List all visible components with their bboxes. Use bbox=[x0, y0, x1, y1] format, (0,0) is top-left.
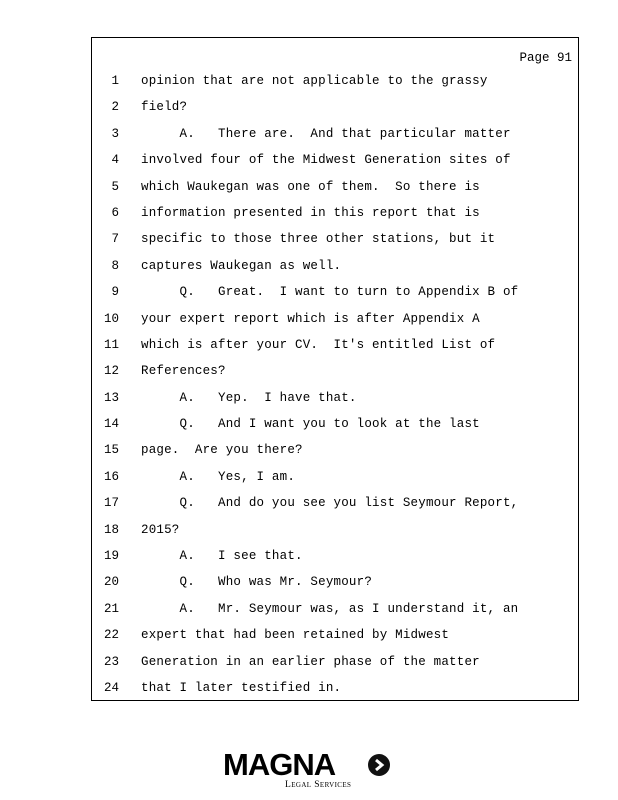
line-text: A. Yes, I am. bbox=[141, 469, 296, 484]
line-text: that I later testified in. bbox=[141, 680, 342, 695]
transcript-line bbox=[92, 284, 578, 310]
transcript-line bbox=[92, 99, 578, 125]
line-text: A. Mr. Seymour was, as I understand it, an bbox=[141, 601, 519, 616]
line-number: 13 bbox=[103, 390, 119, 405]
line-text: opinion that are not applicable to the grassy bbox=[141, 74, 488, 88]
line-number: 17 bbox=[103, 496, 119, 511]
line-number: 12 bbox=[103, 364, 119, 379]
transcript-line bbox=[92, 574, 578, 600]
line-number: 5 bbox=[111, 179, 119, 194]
line-text: Generation in an earlier phase of the matter bbox=[141, 654, 480, 669]
line-number: 7 bbox=[111, 232, 119, 247]
transcript-line bbox=[92, 363, 578, 389]
line-number: 22 bbox=[103, 628, 119, 643]
transcript-line bbox=[92, 495, 578, 521]
transcript-line bbox=[92, 680, 578, 706]
line-number: 20 bbox=[103, 575, 119, 590]
line-number: 23 bbox=[103, 654, 119, 669]
logo-subtitle: Legal Services bbox=[285, 780, 352, 790]
transcript-line bbox=[92, 205, 578, 231]
line-number: 6 bbox=[111, 205, 119, 220]
line-number: 14 bbox=[103, 417, 119, 432]
line-number: 2 bbox=[111, 100, 119, 115]
transcript-line bbox=[92, 126, 578, 152]
transcript-line bbox=[92, 601, 578, 627]
transcript-line bbox=[92, 231, 578, 257]
transcript-line bbox=[92, 627, 578, 653]
line-number: 1 bbox=[111, 74, 119, 88]
line-number: 10 bbox=[103, 311, 119, 326]
line-number: 24 bbox=[103, 680, 119, 695]
line-text: Q. And I want you to look at the last bbox=[141, 417, 480, 432]
line-number: 9 bbox=[111, 285, 119, 300]
line-text: expert that had been retained by Midwest bbox=[141, 628, 450, 643]
line-text: A. There are. And that particular matter bbox=[141, 126, 511, 141]
line-number: 8 bbox=[111, 258, 119, 273]
line-text: specific to those three other stations, but it bbox=[141, 232, 496, 247]
line-text: page. Are you there? bbox=[141, 443, 303, 458]
line-number: 4 bbox=[111, 153, 119, 168]
line-text: A. I see that. bbox=[141, 549, 303, 564]
chevron-right-circle-icon bbox=[368, 754, 390, 776]
logo-wordmark: MAGNA bbox=[223, 747, 336, 782]
transcript-line bbox=[92, 179, 578, 205]
line-text: which Waukegan was one of them. So there is bbox=[141, 179, 480, 194]
transcript-line bbox=[92, 337, 578, 363]
magna-logo bbox=[223, 748, 395, 792]
line-number: 19 bbox=[103, 549, 119, 564]
line-text: captures Waukegan as well. bbox=[141, 258, 342, 273]
transcript-line bbox=[92, 548, 578, 574]
page-number: Page 91 bbox=[519, 51, 572, 65]
transcript-line bbox=[92, 152, 578, 178]
transcript-lines bbox=[92, 73, 578, 706]
line-text: 2015? bbox=[141, 522, 180, 537]
transcript-line bbox=[92, 469, 578, 495]
transcript-line bbox=[92, 416, 578, 442]
line-text: References? bbox=[141, 364, 226, 379]
line-text: Q. Who was Mr. Seymour? bbox=[141, 575, 373, 590]
transcript-line bbox=[92, 258, 578, 284]
line-text: information presented in this report that is bbox=[141, 205, 480, 220]
transcript-line bbox=[92, 522, 578, 548]
transcript-line bbox=[92, 390, 578, 416]
line-text: involved four of the Midwest Generation sites of bbox=[141, 153, 511, 168]
line-number: 18 bbox=[103, 522, 119, 537]
line-text: field? bbox=[141, 100, 188, 115]
line-number: 11 bbox=[103, 337, 119, 352]
line-number: 3 bbox=[111, 126, 119, 141]
line-text: your expert report which is after Appendix A bbox=[141, 311, 480, 326]
transcript-line bbox=[92, 311, 578, 337]
transcript-line bbox=[92, 654, 578, 680]
line-text: Q. Great. I want to turn to Appendix B of bbox=[141, 285, 519, 300]
line-text: which is after your CV. It's entitled List of bbox=[141, 337, 496, 352]
transcript-line bbox=[92, 73, 578, 99]
transcript-line bbox=[92, 442, 578, 468]
line-number: 16 bbox=[103, 469, 119, 484]
line-number: 15 bbox=[103, 443, 119, 458]
line-text: A. Yep. I have that. bbox=[141, 390, 357, 405]
line-text: Q. And do you see you list Seymour Report, bbox=[141, 496, 519, 511]
transcript-page bbox=[91, 37, 579, 701]
line-number: 21 bbox=[103, 601, 119, 616]
